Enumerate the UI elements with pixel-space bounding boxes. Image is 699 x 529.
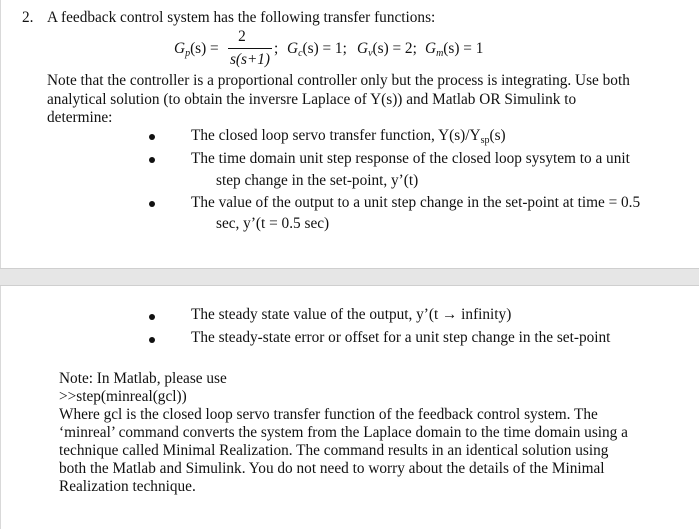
note-line-2: analytical solution (to obtain the inversre Laplace of Y(s)) and Matlab OR Simulink to bbox=[47, 91, 577, 108]
fraction-separator: ; bbox=[274, 40, 279, 57]
page-edge bbox=[0, 0, 1, 529]
fraction-denominator: s(s+1) bbox=[229, 51, 271, 68]
bullet-output-value-line1: The value of the output to a unit step change in the set-point at time = 0.5 bbox=[191, 194, 641, 211]
bullet-output-value-line2: sec, y’(t = 0.5 sec) bbox=[216, 215, 330, 232]
matlab-paragraph-line-1: Where gcl is the closed loop servo transfer function of the feedback control system. The bbox=[59, 406, 598, 423]
matlab-paragraph-line-4: both the Matlab and Simulink. You do not need to worry about the details of the Minimal bbox=[59, 460, 605, 477]
gm-term: $G_m(s) = 1$ bbox=[425, 40, 484, 59]
bullet-dot bbox=[149, 201, 155, 207]
bullet-step-response-line1: The time domain unit step response of the closed loop sysytem to a unit bbox=[191, 150, 630, 167]
bullet-dot bbox=[149, 157, 155, 163]
question-number: 2. bbox=[22, 9, 34, 26]
question-intro: A feedback control system has the following transfer functions: bbox=[47, 9, 436, 26]
note-line-3: determine: bbox=[47, 109, 113, 126]
bullet-dot bbox=[149, 134, 155, 140]
fraction-numerator: 2 bbox=[238, 28, 246, 45]
matlab-command: >>step(minreal(gcl)) bbox=[59, 388, 187, 405]
note-line-1: Note that the controller is a proportional controller only but the process is integrating. Use both bbox=[47, 72, 630, 89]
fraction-bar bbox=[228, 48, 272, 49]
matlab-paragraph-line-2: ‘minreal’ command converts the system from the Laplace domain to the time domain using a bbox=[59, 424, 628, 441]
gc-term: $G_c(s) = 1$; bbox=[287, 40, 347, 59]
gp-term: $G_p(s)$ = bbox=[174, 40, 219, 59]
page-break-divider bbox=[0, 268, 699, 286]
bullet-dot bbox=[149, 337, 155, 343]
gv-term: $G_v(s) = 2$; bbox=[357, 40, 417, 59]
bullet-steady-state-value: The steady state value of the output, y’(t → infinity) bbox=[191, 306, 512, 323]
matlab-paragraph-line-5: Realization technique. bbox=[59, 478, 196, 495]
matlab-note-heading: Note: In Matlab, please use bbox=[59, 370, 227, 387]
bullet-dot bbox=[149, 314, 155, 320]
bullet-closed-loop-tf: The closed loop servo transfer function, $Y(s)/Y_{sp}(s)$ bbox=[191, 127, 506, 146]
matlab-paragraph-line-3: technique called Minimal Realization. The command results in an identical solution using bbox=[59, 442, 609, 459]
bullet-steady-state-error: The steady-state error or offset for a unit step change in the set-point bbox=[191, 329, 611, 346]
bullet-step-response-line2: step change in the set-point, y’(t) bbox=[216, 172, 419, 189]
